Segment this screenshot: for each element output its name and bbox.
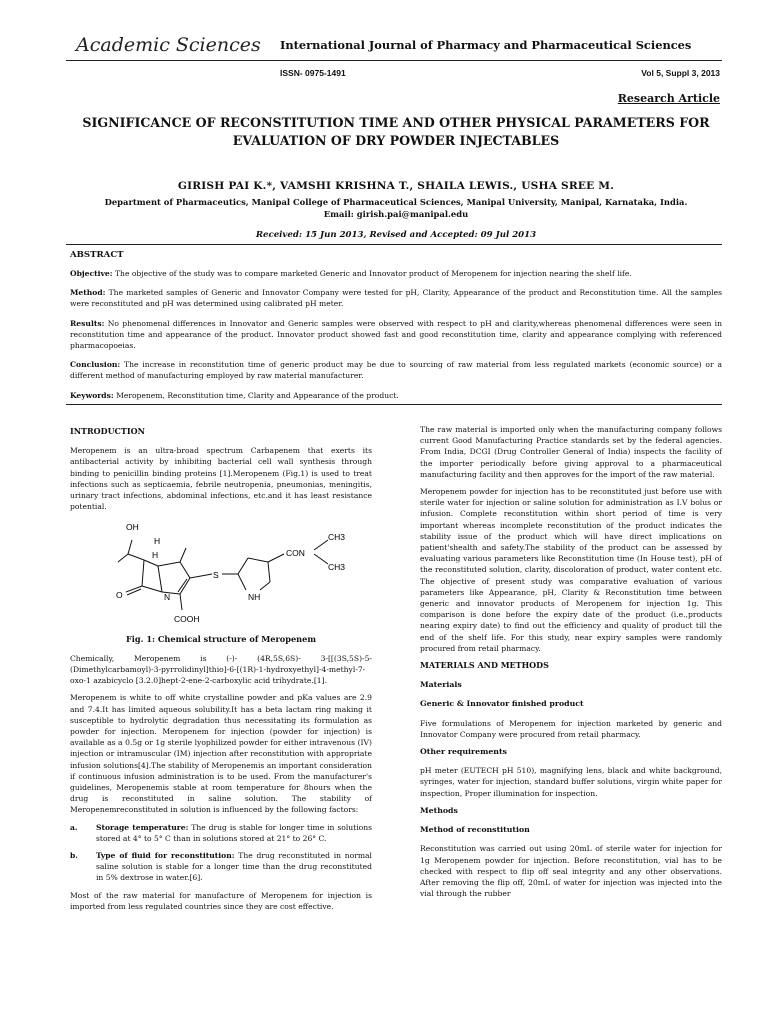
abstract-keywords: Keywords: Meropenem, Reconstitution time, Clarity and Appearance of the product.: [70, 390, 399, 400]
email[interactable]: Email: girish.pai@manipal.edu: [323, 209, 469, 219]
intro-paragraph-2: Chemically, Meropenem is (-)- (4R,5S,6S)- 3-[[(3S,5S)-5-(Dimethylcarbamoyl)-3-pyrrolidinyl]thio]-6-[(1R)-1-hydroxyethyl]-4-methyl-7-oxo-1 azabicyclo [3.2.0]hept-2-ene-2-carboxylic acid trihydrate.[1].: [70, 653, 372, 686]
left-column: [70, 426, 372, 918]
right-paragraph-3: Five formulations of Meropenem for injection marketed by generic and Innovator Company were procured from retail pharmacy.: [420, 718, 722, 739]
right-paragraph-4: pH meter (EUTECH pH 510), magnifying lens, black and white background, syringes, water for injection, standard buffer solutions, virgin white paper for inspection, Proper illumination for inspection.: [420, 766, 722, 798]
abstract-heading: ABSTRACT: [70, 250, 124, 260]
list-item: [70, 850, 372, 884]
abstract-conclusion: Conclusion: The increase in reconstitution time of generic product may be due to sourcing of raw material from less regulated markets (economic source) or a different method of manufacturing employed by raw material manufacturer.: [70, 360, 722, 381]
figure-label-cooh: COOH: [174, 614, 200, 625]
figure-label-o: O: [116, 590, 123, 601]
abstract-top-divider: [66, 244, 722, 245]
abstract-method: Method: The marketed samples of Generic and Innovator Company were tested for pH, Clarity, Appearance of the product and Reconstitution time. All the samples were reconstituted and pH was determined using calibrated pH meter.: [70, 288, 722, 309]
right-paragraph-5: Reconstitution was carried out using 20mL of sterile water for injection for 1g Meropenem powder for injection. Before reconstitution, vial has to be checked with respect to flip off seal integrity and any other observations. After removing the flip off, 20mL of water for injection was injected into the vial through the rubber: [420, 844, 722, 899]
list-text: Storage temperature: The drug is stable for longer time in solutions stored at 4° to 5° C than in solutions stored at 21° to 26° C.: [96, 822, 372, 843]
figure-label-nh: NH: [248, 592, 261, 603]
figure-label-ch3-bottom: CH3: [328, 562, 346, 573]
figure-caption: Fig. 1: Chemical structure of Meropenem: [125, 633, 316, 644]
methods-heading: Methods: [420, 805, 458, 815]
journal-name: International Journal of Pharmacy and Pharmaceutical Sciences: [280, 38, 692, 52]
figure-label-h1: H: [154, 536, 161, 547]
intro-paragraph-1: Meropenem is an ultra-broad spectrum Carbapenem that exerts its antibacterial activity by inhibiting bacterial cell wall synthesis through binding to penicillin binding proteins [1].Meropenem (Fig.1) is used to treat infections such as septicaemia, febrile neutropenia, pneumonias, meningitis, urinary tract infections, abdominal infections, etc.and it has least resistance potential.: [70, 446, 372, 512]
other-requirements-heading: Other requirements: [420, 747, 507, 757]
abstract-objective: Objective: The objective of the study was to compare marketed Generic and Innovator product of Meropenem for injection nearing the shelf life.: [70, 269, 632, 278]
list-label: b.: [70, 851, 78, 861]
figure-label-con: CON: [286, 548, 305, 559]
meropenem-structure-figure: [70, 518, 372, 626]
materials-heading: Materials: [420, 680, 462, 690]
figure-label-n: N: [164, 592, 171, 603]
figure-label-ch3-top: CH3: [328, 532, 346, 543]
volume-info: Vol 5, Suppl 3, 2013: [641, 68, 720, 78]
authors: GIRISH PAI K.*, VAMSHI KRISHNA T., SHAILA LEWIS., USHA SREE M.: [177, 180, 615, 192]
affiliation: Department of Pharmaceutics, Manipal College of Pharmaceutical Sciences, Manipal University, Manipal, Karnataka, India.: [104, 197, 688, 207]
figure-label-oh: OH: [126, 522, 139, 533]
list-text: Type of fluid for reconstitution: The drug reconstituted in normal saline solution is stable for a longer time than the drug reconstituted in 5% dextrose in water.[6].: [96, 851, 372, 883]
list-item: [70, 822, 372, 844]
paper-title: SIGNIFICANCE OF RECONSTITUTION TIME AND OTHER PHYSICAL PARAMETERS FOR EVALUATION OF DRY POWDER INJECTABLES: [82, 115, 710, 148]
introduction-heading: INTRODUCTION: [70, 426, 145, 436]
intro-paragraph-3: Meropenem is white to off white crystalline powder and pKa values are 2.9 and 7.4.It has limited aqueous solubility.It has a beta lactam ring making it susceptible to hydrolytic degradation thus necessitating its formulation as powder for injection. Meropenem for injection (powder for injection) is available as a 0.5g or 1g sterile lyophilized powder for either intravenous (IV) injection or intramuscular (IM) injection after reconstitution with appropriate infusion solutions[4].The stability of Meropenemis an important consideration if continuous infusion administration is to be used. From the manufacturer's guidelines, Meropenemis stable at room temperature for 8hours when the drug is reconstituted in saline solution. The stability of Meropenemreconstituted in solution is influenced by the following factors:: [70, 693, 372, 815]
list-label: a.: [70, 822, 78, 832]
right-paragraph-2: Meropenem powder for injection has to be reconstituted just before use with sterile water for injection or saline solution for administration as I.V bolus or infusion. Complete reconstitution within short period of time is very important whereas incomplete reconstitution of the product indicates the stability issue of the product which will have direct implications on patient'shealth and safety.The stability of the product can be assessed by evaluating various parameters like Reconstitution time (In House test), pH of the reconstituted solution, clarity, discoloration of product, water content etc. The objective of present study was comparative evaluation of various parameters like Appearance, pH, Clarity & Reconstitution time between generic and innovator products of Meropenem for injection 1g. This comparison is done before the expiry date of the product (i.e.,products nearing expiry date) to find out the efficiency and quality of product till the end of the shelf life. For this study, near expiry samples were randomly procured from retail pharmacy.: [420, 487, 722, 653]
issn: ISSN- 0975-1491: [280, 68, 346, 78]
materials-methods-heading: MATERIALS AND METHODS: [420, 660, 549, 671]
affiliation-block: [70, 196, 722, 220]
right-paragraph-1: The raw material is imported only when the manufacturing company follows current Good Manufacturing Practice standards set by the federal agencies. From India, DCGI (Drug Controller General of India) inspects the facility of the importer periodically before giving approval to a pharmaceutical manufacturing facility and then approves for the import of the raw material.: [420, 425, 722, 479]
reconstitution-method-heading: Method of reconstitution: [420, 825, 530, 835]
received-dates: Received: 15 Jun 2013, Revised and Accepted: 09 Jul 2013: [255, 230, 537, 240]
abstract-bottom-divider: [66, 404, 722, 405]
abstract-results: Results: No phenomenal differences in Innovator and Generic samples were observed with respect to pH and clarity,whereas phenomenal differences were seen in reconstitution time and appearance of the product. Innovator product showed fast and good reconstitution time, clarity and appearance complying with referenced pharmacopoeias.: [70, 318, 722, 351]
intro-paragraph-4: Most of the raw material for manufacture of Meropenem for injection is imported from less regulated countries since they are cost effective.: [70, 890, 372, 911]
article-type: Research Article: [617, 92, 720, 105]
header-divider: [66, 60, 722, 61]
abstract: [70, 268, 722, 409]
figure-label-s: S: [213, 570, 219, 581]
generic-innovator-heading: Generic & Innovator finished product: [420, 699, 584, 709]
journal-logo: Academic Sciences: [76, 34, 261, 56]
right-column: [420, 424, 722, 905]
figure-label-h2: H: [152, 550, 159, 561]
